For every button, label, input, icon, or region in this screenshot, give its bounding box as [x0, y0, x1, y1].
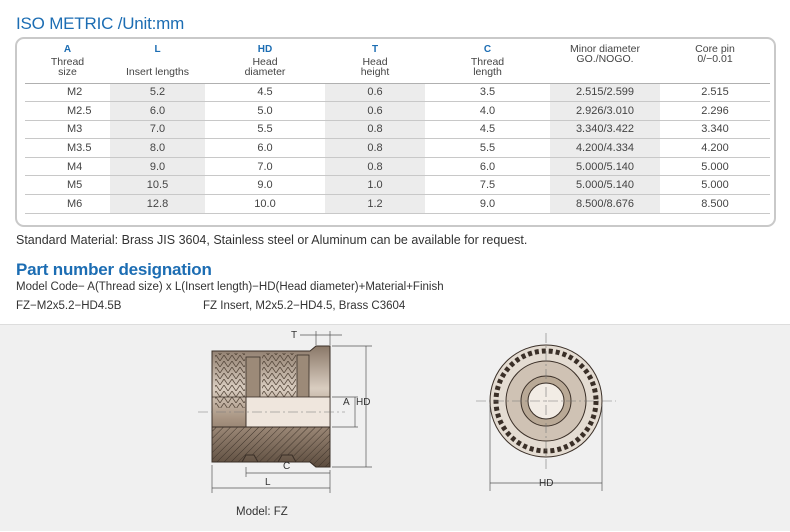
material-note: Standard Material: Brass JIS 3604, Stainless steel or Aluminum can be available for request. [16, 233, 528, 247]
technical-drawing-area [0, 324, 790, 531]
column-header: A Thread size [25, 41, 110, 83]
table-row: M2.5 6.0 5.0 0.6 4.0 2.926/3.010 2.296 [25, 102, 770, 121]
table-row: M6 12.8 10.0 1.2 9.0 8.500/8.676 8.500 [25, 195, 770, 214]
dim-t-label: T [291, 330, 298, 341]
front-view-insert [476, 333, 616, 469]
page-title: ISO METRIC /Unit:mm [16, 14, 185, 33]
table-row: M2 5.2 4.5 0.6 3.5 2.515/2.599 2.515 [25, 83, 770, 102]
insert-drawings [0, 325, 790, 532]
dim-hd-side-label: HD [356, 397, 371, 408]
side-view-insert [198, 346, 345, 467]
model-label: Model: FZ [236, 506, 288, 518]
part-number-title: Part number designation [16, 260, 212, 279]
column-header: Minor diameter GO./NOGO. [550, 41, 660, 83]
example-part-code: FZ−M2x5.2−HD4.5B [16, 300, 122, 312]
dim-c-label: C [283, 461, 291, 472]
table-row: M3.5 8.0 6.0 0.8 5.5 4.200/4.334 4.200 [25, 139, 770, 158]
column-header: L Insert lengths [110, 41, 205, 83]
table-header-row [25, 41, 770, 83]
column-header: T Head height [325, 41, 425, 83]
dim-l-label: L [265, 477, 271, 488]
dim-hd-front-label: HD [539, 478, 554, 489]
model-code-text: Model Code− A(Thread size) x L(Insert length)−HD(Head diameter)+Material+Finish [16, 281, 444, 293]
column-header: HD Head diameter [205, 41, 325, 83]
spec-table-panel [15, 37, 776, 227]
column-header: C Thread length [425, 41, 550, 83]
column-header: Core pin 0/−0.01 [660, 41, 770, 83]
spec-table [25, 41, 770, 214]
table-row: M5 10.5 9.0 1.0 7.5 5.000/5.140 5.000 [25, 176, 770, 195]
dim-a-label: A [343, 397, 350, 408]
table-row: M4 9.0 7.0 0.8 6.0 5.000/5.140 5.000 [25, 157, 770, 176]
example-part-description: FZ Insert, M2x5.2−HD4.5, Brass C3604 [203, 300, 406, 312]
table-row: M3 7.0 5.5 0.8 4.5 3.340/3.422 3.340 [25, 120, 770, 139]
